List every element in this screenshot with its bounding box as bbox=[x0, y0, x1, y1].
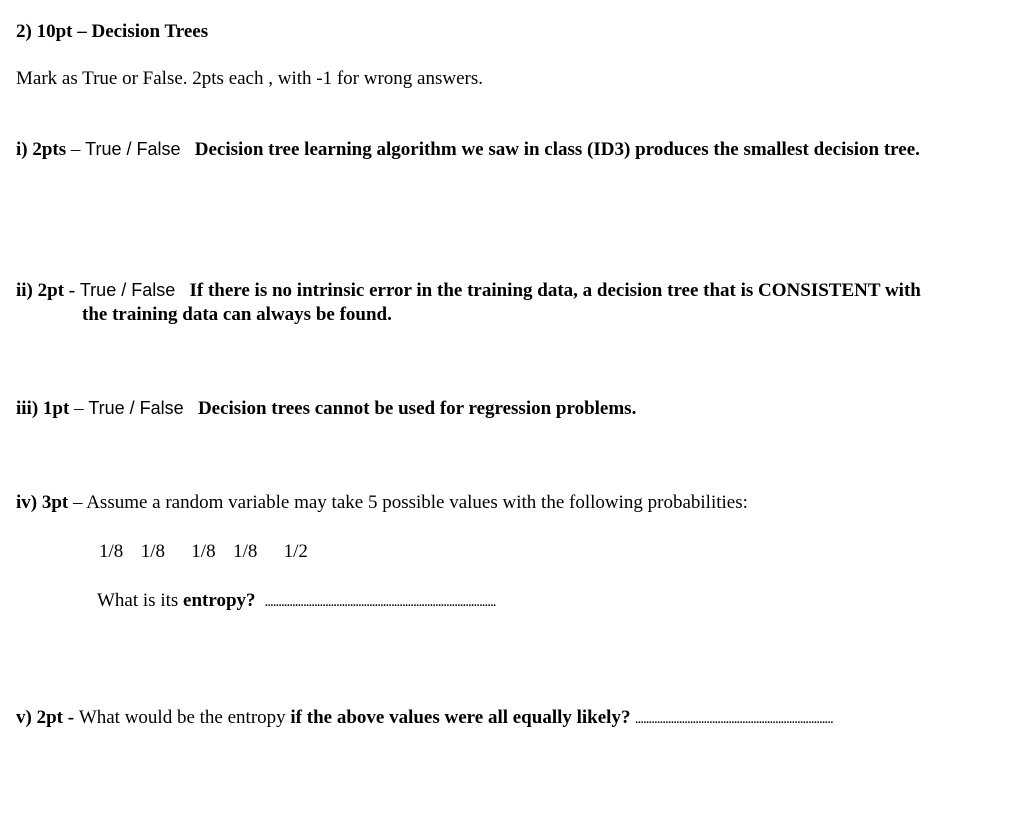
question-1-label: i) 2pts bbox=[16, 139, 67, 160]
probabilities-list: 1/8 1/8 1/8 1/8 1/2 bbox=[99, 541, 308, 562]
question-5-text: What would be the entropy bbox=[78, 707, 291, 728]
entropy-prompt: What is its bbox=[97, 590, 184, 611]
entropy-question bbox=[97, 591, 496, 610]
question-2-label: ii) 2pt bbox=[16, 280, 65, 301]
question-5-label: v) 2pt bbox=[16, 707, 63, 728]
question-4 bbox=[16, 493, 748, 512]
question-1-separator: – bbox=[66, 139, 86, 160]
entropy-answer-blank[interactable]: .................................................................................... bbox=[265, 597, 497, 609]
question-2-separator: - bbox=[64, 280, 80, 301]
equal-entropy-answer-blank[interactable]: ........................................................................ bbox=[635, 714, 834, 726]
instructions: Mark as True or False. 2pts each , with -1 for wrong answers. bbox=[16, 68, 484, 89]
question-2-true-false: True / False bbox=[79, 280, 176, 300]
question-5-text-bold: if the above values were all equally likely? bbox=[290, 707, 631, 728]
question-4-label: iv) 3pt bbox=[16, 492, 69, 513]
question-3-separator: – bbox=[69, 398, 89, 419]
question-1-true-false: True / False bbox=[85, 139, 181, 159]
question-2 bbox=[16, 281, 921, 300]
question-3-true-false: True / False bbox=[88, 398, 184, 418]
question-1 bbox=[16, 140, 920, 159]
question-1-text: Decision tree learning algorithm we saw in class (ID3) produces the smallest decision tree. bbox=[194, 139, 920, 160]
question-3 bbox=[16, 399, 636, 418]
section-title: 2) 10pt – Decision Trees bbox=[16, 21, 209, 42]
question-4-text: Assume a random variable may take 5 possible values with the following probabilities: bbox=[86, 492, 748, 513]
entropy-prompt-bold: entropy? bbox=[183, 590, 256, 611]
question-2-text-continued: the training data can always be found. bbox=[82, 304, 392, 325]
question-5-separator: - bbox=[62, 707, 79, 728]
question-3-text: Decision trees cannot be used for regression problems. bbox=[197, 398, 637, 419]
question-2-text: If there is no intrinsic error in the training data, a decision tree that is CONSISTENT with bbox=[189, 280, 921, 301]
question-3-label: iii) 1pt bbox=[16, 398, 70, 419]
question-4-separator: – bbox=[68, 492, 87, 513]
question-5 bbox=[16, 708, 833, 727]
